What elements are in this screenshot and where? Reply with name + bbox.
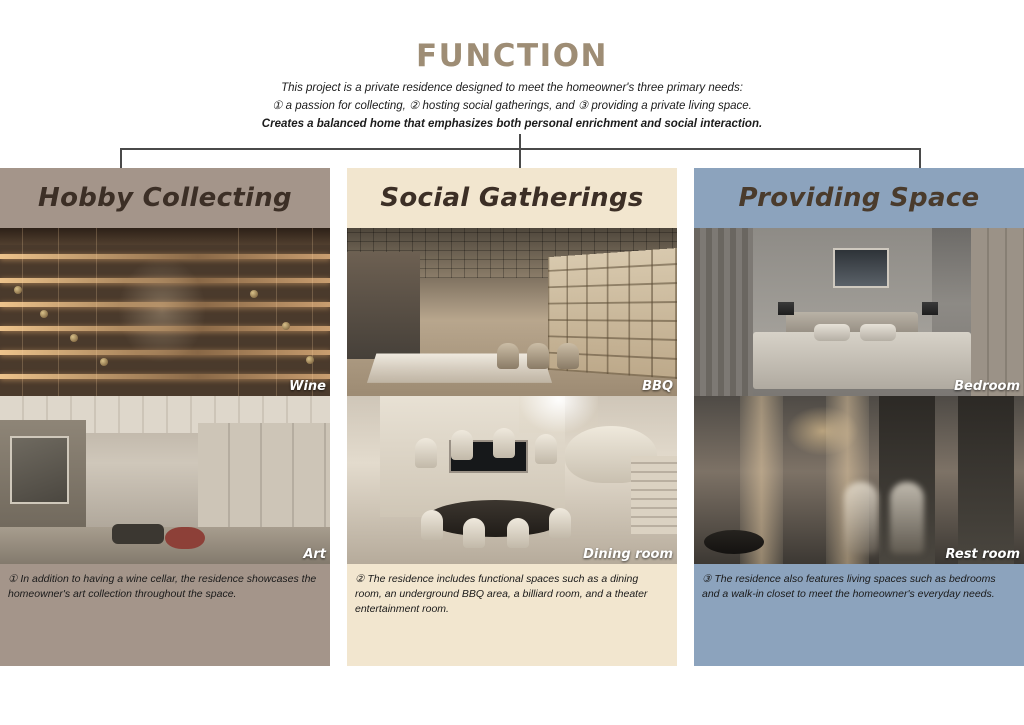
column-social-gatherings xyxy=(347,168,677,666)
art-room-scene xyxy=(0,396,330,564)
connector-branch-3 xyxy=(919,148,921,168)
column-heading-3: Providing Space xyxy=(738,183,980,213)
column-hobby-collecting xyxy=(0,168,330,666)
intro-line-1: This project is a private residence designed to meet the homeowner's three primary needs: xyxy=(281,82,743,94)
column-heading-1: Hobby Collecting xyxy=(38,183,292,213)
wine-cellar-photo xyxy=(0,228,330,396)
intro-line-3: Creates a balanced home that emphasizes both personal enrichment and social interaction. xyxy=(261,117,763,130)
column-caption-3: ③ The residence also features living spaces such as bedrooms and a walk-in closet to meet the homeowner's everyday needs. xyxy=(702,573,996,601)
photo-label-wine: Wine xyxy=(289,379,326,394)
intro-line-2: ① a passion for collecting, ② hosting social gatherings, and ③ providing a private living space. xyxy=(272,99,752,112)
wine-cellar-scene xyxy=(0,228,330,396)
rest-room-photo xyxy=(694,396,1024,564)
bedroom-photo xyxy=(694,228,1024,396)
dining-room-photo xyxy=(347,396,677,564)
photo-label-bedroom: Bedroom xyxy=(954,379,1020,394)
connector-branch-1 xyxy=(120,148,122,168)
photo-label-rest-room: Rest room xyxy=(945,547,1020,562)
bedroom-scene xyxy=(694,228,1024,396)
art-collection-photo xyxy=(0,396,330,564)
intro-paragraph xyxy=(212,80,812,133)
bbq-scene xyxy=(347,228,677,396)
dining-scene xyxy=(347,396,677,564)
photo-label-bbq: BBQ xyxy=(642,379,673,394)
photo-label-art: Art xyxy=(303,547,326,562)
bbq-area-photo xyxy=(347,228,677,396)
column-providing-space xyxy=(694,168,1024,666)
rest-room-scene xyxy=(694,396,1024,564)
page-title: FUNCTION xyxy=(415,38,609,74)
column-heading-2: Social Gatherings xyxy=(380,183,644,213)
column-caption-1: ① In addition to having a wine cellar, the residence showcases the homeowner's art collection throughout the space. xyxy=(8,573,317,601)
connector-branch-2 xyxy=(519,148,521,168)
photo-label-dining-room: Dining room xyxy=(583,547,673,562)
column-caption-2: ② The residence includes functional spaces such as a dining room, an underground BBQ area, a billiard room, and a theater entertainment room. xyxy=(355,573,648,616)
